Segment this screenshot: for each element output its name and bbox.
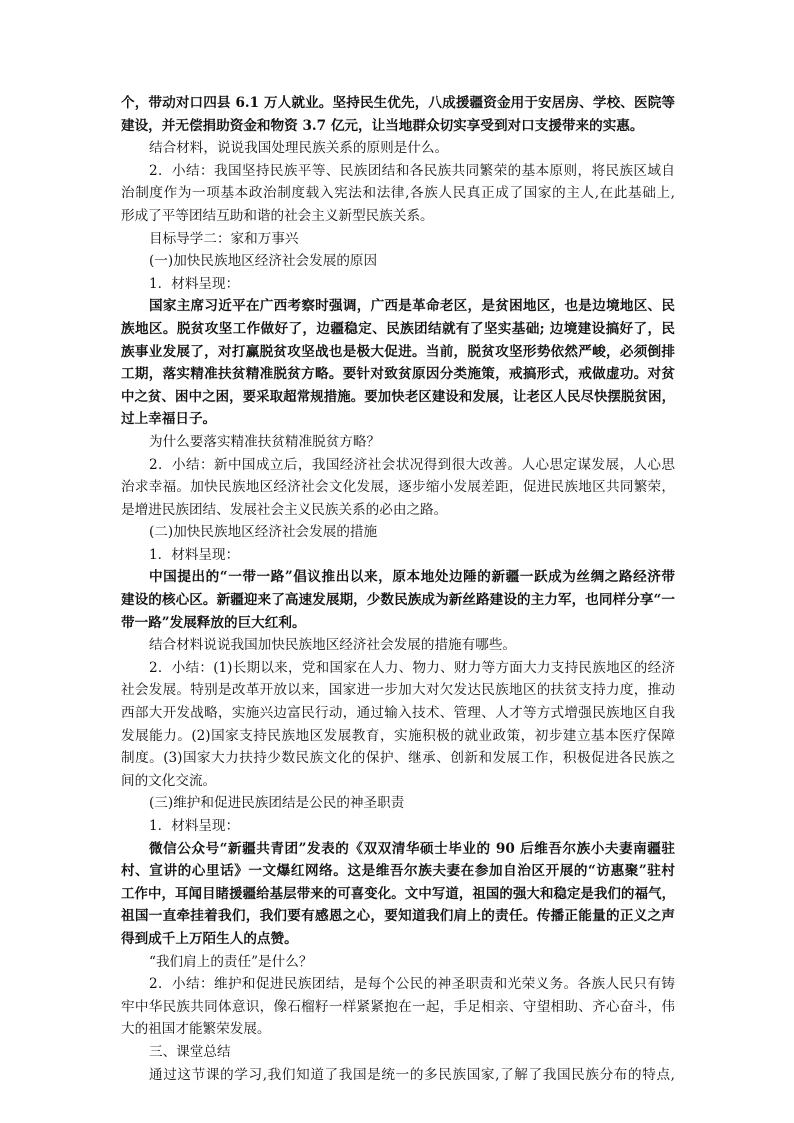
text-line: 西部大开发战略，实施兴边富民行动，通过输入技术、管理、人才等方式增强民族地区自我 bbox=[121, 705, 675, 722]
text-line: 得到成千上万陌生人的点赞。 bbox=[121, 930, 298, 947]
text-line: 个，带动对口四县 6.1 万人就业。坚持民生优先，八成援疆资金用于安居房、学校、医院等 bbox=[121, 95, 675, 111]
text-line: 国家主席习近平在广西考察时强调，广西是革命老区，是贫困地区，也是边境地区、民 bbox=[149, 298, 675, 315]
text-line: 三、课堂总结 bbox=[149, 1043, 231, 1060]
text-line: 工作中，耳闻目睹援疆给基层带来的可喜变化。文中写道，祖国的强大和稳定是我们的福气， bbox=[121, 885, 675, 902]
text-line: 治制度作为一项基本政治制度载入宪法和法律,各族人民真正成了国家的主人,在此基础上, bbox=[121, 185, 675, 202]
text-line: 为什么要落实精准扶贫精准脱贫方略？ bbox=[149, 433, 381, 450]
text-line: 中之贫、困中之困，要采取超常规措施。要加快老区建设和发展，让老区人民尽快摆脱贫困， bbox=[121, 388, 675, 405]
text-line: (一)加快民族地区经济社会发展的原因 bbox=[149, 253, 378, 270]
text-line: 过上幸福日子。 bbox=[121, 411, 217, 428]
text-line: 2．小结：维护和促进民族团结，是每个公民的神圣职责和光荣义务。各族人民只有铸 bbox=[149, 976, 675, 993]
text-line: 治求幸福。加快民族地区经济社会文化发展，逐步缩小发展差距，促进民族地区共同繁荣， bbox=[121, 479, 675, 496]
text-line: 目标导学二：家和万事兴 bbox=[149, 230, 299, 247]
text-line: 2．小结：(1)长期以来，党和国家在人力、物力、财力等方面大力支持民族地区的经济 bbox=[149, 659, 675, 676]
text-line: 祖国一直牵挂着我们，我们要有感恩之心，要知道我们肩上的责任。传播正能量的正义之声 bbox=[121, 908, 675, 925]
text-line: 1．材料呈现： bbox=[149, 275, 240, 292]
text-line: 2．小结：我国坚持民族平等、民族团结和各民族共同繁荣的基本原则，将民族区域自 bbox=[149, 162, 675, 179]
text-line: 中国提出的“一带一路”倡议推出以来，原本地处边陲的新疆一跃成为丝绸之路经济带 bbox=[149, 569, 675, 586]
text-line: 制度。(3)国家大力扶持少数民族文化的保护、继承、创新和发展工作，积极促进各民族之 bbox=[121, 750, 675, 767]
document-body bbox=[121, 92, 675, 1086]
text-line: 牢中华民族共同体意识，像石榴籽一样紧紧抱在一起，手足相亲、守望相助、齐心奋斗，伟 bbox=[121, 998, 675, 1015]
text-line: (二)加快民族地区经济社会发展的措施 bbox=[149, 524, 378, 541]
text-line: 建设的核心区。新疆迎来了高速发展期，少数民族成为新丝路建设的主力军，也同样分享“一 bbox=[121, 592, 675, 609]
text-line: 族事业发展了，对打赢脱贫攻坚战也是极大促进。当前，脱贫攻坚形势依然严峻，必须倒排 bbox=[121, 343, 675, 360]
text-line: 村、宣讲的心里话》一文爆红网络。这是维吾尔族夫妻在参加自治区开展的“访惠聚”驻村 bbox=[121, 863, 675, 880]
text-line: 通过这节课的学习,我们知道了我国是统一的多民族国家,了解了我国民族分布的特点, bbox=[149, 1066, 675, 1083]
text-line: 大的祖国才能繁荣发展。 bbox=[121, 1021, 271, 1038]
text-line: 工期，落实精准扶贫精准脱贫方略。要针对致贫原因分类施策，戒搞形式，戒做虚功。对贫 bbox=[121, 366, 675, 383]
text-line: 带一路”发展释放的巨大红利。 bbox=[121, 614, 306, 631]
text-line: 发展能力。(2)国家支持民族地区发展教育，实施积极的就业政策，初步建立基本医疗保障 bbox=[121, 727, 675, 744]
text-line: 社会发展。特别是改革开放以来，国家进一步加大对欠发达民族地区的扶贫支持力度，推动 bbox=[121, 682, 675, 699]
text-line: 结合材料说说我国加快民族地区经济社会发展的措施有哪些。 bbox=[149, 637, 517, 654]
text-line: 建设，并无偿捐助资金和物资 3.7 亿元，让当地群众切实享受到对口支援带来的实惠。 bbox=[121, 117, 644, 134]
text-line: 1．材料呈现： bbox=[149, 818, 240, 834]
text-line: (三)维护和促进民族团结是公民的神圣职责 bbox=[149, 795, 405, 812]
text-line: 形成了平等团结互助和谐的社会主义新型民族关系。 bbox=[121, 207, 434, 224]
text-line: 是增进民族团结、发展社会主义民族关系的必由之路。 bbox=[121, 501, 448, 518]
text-line: 间的文化交流。 bbox=[121, 772, 217, 789]
text-line: 族地区。脱贫攻坚工作做好了，边疆稳定、民族团结就有了坚实基础; 边境建设搞好了，民 bbox=[121, 320, 675, 337]
text-line: 1．材料呈现： bbox=[149, 546, 240, 563]
text-line: 微信公众号“新疆共青团”发表的《双双清华硕士毕业的 90 后维吾尔族小夫妻南疆驻 bbox=[149, 840, 675, 857]
text-line: 2．小结：新中国成立后，我国经济社会状况得到很大改善。人心思定谋发展，人心思 bbox=[149, 456, 675, 473]
text-line: “我们肩上的责任”是什么？ bbox=[149, 953, 313, 970]
text-line: 结合材料，说说我国处理民族关系的原则是什么。 bbox=[149, 140, 449, 157]
